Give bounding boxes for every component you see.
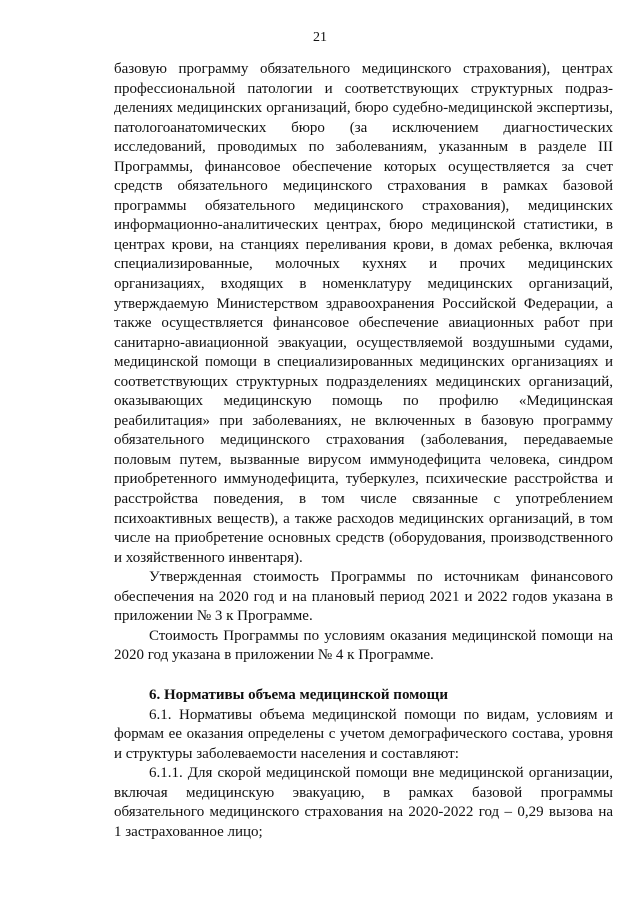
- text-line: информационно-аналитических центрах, бюро медицинской статистики, в: [114, 217, 613, 234]
- text-line: реабилитация» при заболеваниях, не включенных в базовую программу: [114, 412, 613, 429]
- text-line: формам ее оказания определены с учетом демографического состава, уровня: [114, 726, 613, 743]
- section-spacer: [114, 666, 613, 686]
- text-line: 6.1.1. Для скорой медицинской помощи вне медицинской организации,: [149, 765, 613, 782]
- text-line: числе на приобретение основных средств (оборудования, производственного: [114, 530, 613, 547]
- page-number: 21: [313, 30, 327, 45]
- document-body: [114, 60, 613, 842]
- text-line: 6.1. Нормативы объема медицинской помощи по видам, условиям и: [149, 706, 613, 723]
- text-line: 1 застрахованное лицо;: [114, 823, 263, 840]
- text-line: специализированные, молочных кухнях и прочих медицинских: [114, 256, 613, 273]
- text-line: профессиональной патологии и соответствующих структурных подраз-: [114, 80, 613, 97]
- text-line: патологоанатомических бюро (за исключением диагностических: [114, 119, 613, 136]
- paragraph-funding-list: [114, 60, 613, 568]
- paragraph-program-cost-conditions: [114, 627, 613, 666]
- text-line: средств обязательного медицинского страхования в рамках базовой: [114, 178, 613, 195]
- text-line: оказывающих медицинскую помощь по профилю «Медицинская: [114, 393, 613, 410]
- text-line: и структуры заболеваемости населения и составляют:: [114, 745, 459, 762]
- paragraph-emergency-care-norm: [114, 764, 613, 842]
- text-line: психоактивных веществ), а также расходов медицинских организаций, в том: [114, 510, 613, 527]
- text-line: расстройства поведения, в том числе связанные с употреблением: [114, 491, 613, 508]
- text-line: половым путем, вызванные вирусом иммунодефицита человека, синдром: [114, 451, 613, 468]
- text-line: приложении № 3 к Программе.: [114, 608, 313, 625]
- section-heading: 6. Нормативы объема медицинской помощи: [149, 686, 448, 703]
- text-line: медицинской помощи в специализированных медицинских организациях и: [114, 354, 613, 371]
- text-line: программы обязательного медицинского страхования), медицинских: [114, 197, 613, 214]
- text-line: обязательного медицинского страхования на 2020-2022 год – 0,29 вызова на: [114, 804, 613, 821]
- text-line: обязательного медицинского страхования (заболевания, передаваемые: [114, 432, 613, 449]
- text-line: и хозяйственного инвентаря).: [114, 549, 303, 566]
- text-line: базовую программу обязательного медицинского страхования), центрах: [114, 61, 613, 77]
- text-line: 2020 год указана в приложении № 4 к Программе.: [114, 647, 434, 664]
- text-line: организациях, входящих в номенклатуру медицинских организаций,: [114, 276, 613, 293]
- text-line: включая медицинскую эвакуацию, в рамках базовой программы: [114, 784, 613, 801]
- text-line: делениях медицинских организаций, бюро судебно-медицинской экспертизы,: [114, 100, 613, 117]
- text-line: соответствующих структурных подразделениях медицинских организаций,: [114, 373, 613, 390]
- text-line: Утвержденная стоимость Программы по источникам финансового: [149, 569, 613, 586]
- text-line: Стоимость Программы по условиям оказания медицинской помощи на: [149, 627, 613, 644]
- text-line: приобретенного иммунодефицита, туберкулез, психические расстройства и: [114, 471, 613, 488]
- paragraph-program-cost-sources: [114, 568, 613, 627]
- text-line: центрах крови, на станциях переливания крови, в домах ребенка, включая: [114, 236, 613, 253]
- text-line: Программы, финансовое обеспечение которых осуществляется за счет: [114, 158, 613, 175]
- text-line: также осуществляется финансовое обеспечение авиационных работ при: [114, 315, 613, 332]
- text-line: обеспечения на 2020 год и на плановый период 2021 и 2022 годов указана в: [114, 588, 613, 605]
- text-line: исследований, проводимых по заболеваниям, указанным в разделе III: [114, 139, 613, 156]
- text-line: санитарно-авиационной эвакуации, осуществляемой воздушными судами,: [114, 334, 613, 351]
- paragraph-volume-norms: [114, 706, 613, 765]
- text-line: утверждаемую Министерством здравоохранения Российской Федерации, а: [114, 295, 613, 312]
